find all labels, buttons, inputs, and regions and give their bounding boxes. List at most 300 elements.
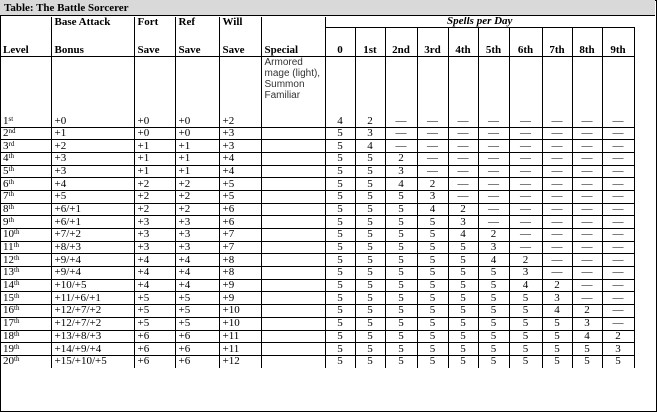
level-ordinal-suffix: th: [14, 317, 20, 326]
spells-cell: 5: [417, 216, 448, 229]
level-cell: [0, 165, 51, 178]
spells-cell: 5: [448, 330, 478, 343]
bab-cell: +13/+8/+3: [51, 330, 134, 343]
table-row: [0, 330, 634, 343]
spells-cell: —: [542, 178, 572, 191]
spells-cell: 5: [448, 305, 478, 318]
spells-cell: 3: [478, 241, 509, 254]
level-number: 17: [3, 317, 14, 330]
spells-cell: 5: [325, 355, 355, 367]
fort-cell: +5: [134, 317, 175, 330]
spells-cell: 5: [355, 178, 385, 191]
level-number: 18: [3, 330, 14, 342]
level-number: 9: [3, 215, 9, 228]
will-cell: +9: [219, 279, 261, 292]
header-fort-top: Fort: [134, 17, 175, 27]
spells-cell: —: [572, 140, 602, 153]
spells-cell: 5: [417, 330, 448, 343]
spells-cell: —: [478, 216, 509, 229]
will-cell: +12: [219, 355, 261, 367]
fort-cell: +3: [134, 216, 175, 229]
spells-cell: —: [448, 127, 478, 140]
spells-cell: 5: [448, 343, 478, 356]
header-spacer: [261, 17, 325, 27]
spells-cell: —: [478, 127, 509, 140]
spells-cell: 5: [448, 241, 478, 254]
spells-cell: 5: [542, 355, 572, 367]
header-will-bottom: Save: [219, 27, 261, 56]
header-fort-bottom: Save: [134, 27, 175, 56]
spells-cell: 5: [509, 305, 542, 318]
level-ordinal-suffix: th: [8, 152, 14, 161]
ref-cell: +4: [175, 267, 219, 280]
ref-cell: +3: [175, 216, 219, 229]
spells-cell: —: [542, 203, 572, 216]
header-level: Level: [0, 27, 51, 56]
bab-cell: +1: [51, 127, 134, 140]
fort-cell: +3: [134, 229, 175, 242]
fort-cell: +2: [134, 178, 175, 191]
table-row: [0, 165, 634, 178]
spells-cell: —: [572, 267, 602, 280]
spells-cell: —: [572, 254, 602, 267]
special-cell: [261, 343, 325, 356]
level-ordinal-suffix: th: [8, 203, 14, 211]
special-cell: [261, 216, 325, 229]
level-ordinal-suffix: th: [14, 279, 20, 288]
spells-cell: 5: [355, 241, 385, 254]
special-cell: [261, 305, 325, 318]
level-cell: [0, 140, 51, 153]
table-row: [0, 229, 634, 242]
spells-cell: 5: [509, 317, 542, 330]
level-cell: [0, 355, 51, 367]
spells-cell: 4: [417, 203, 448, 216]
spells-cell: —: [572, 203, 602, 216]
spells-cell: 5: [325, 292, 355, 305]
spells-cell: —: [448, 56, 478, 127]
fort-cell: +1: [134, 140, 175, 153]
spells-cell: 5: [417, 317, 448, 330]
spells-cell: —: [509, 152, 542, 165]
level-ordinal-suffix: th: [14, 355, 20, 364]
spells-cell: 5: [355, 355, 385, 367]
bab-cell: +6/+1: [51, 216, 134, 229]
ref-cell: +0: [175, 127, 219, 140]
spells-cell: —: [385, 140, 417, 153]
spells-cell: 5: [478, 292, 509, 305]
spells-cell: 5: [417, 254, 448, 267]
spells-cell: —: [542, 216, 572, 229]
header-bab-bottom: Bonus: [51, 27, 134, 56]
level-cell: [0, 279, 51, 292]
spells-cell: 5: [355, 343, 385, 356]
special-cell: [261, 241, 325, 254]
spells-cell: 5: [355, 152, 385, 165]
ref-cell: +2: [175, 178, 219, 191]
level-number: 7: [3, 190, 9, 203]
spells-cell: —: [542, 229, 572, 242]
spells-cell: 5: [355, 190, 385, 203]
level-number: 15: [3, 291, 14, 304]
spells-cell: 4: [325, 56, 355, 127]
spells-cell: 5: [509, 292, 542, 305]
spells-cell: 3: [542, 292, 572, 305]
level-cell: [0, 56, 51, 127]
will-cell: +2: [219, 56, 261, 127]
spells-cell: —: [542, 127, 572, 140]
spells-cell: 5: [325, 178, 355, 191]
spells-cell: 5: [355, 292, 385, 305]
spells-cell: —: [509, 127, 542, 140]
spells-cell: —: [542, 140, 572, 153]
spells-cell: 5: [572, 355, 602, 367]
table-row: [0, 216, 634, 229]
header-spacer: [0, 17, 51, 27]
level-number: 13: [3, 266, 14, 279]
spells-cell: 2: [572, 305, 602, 318]
spells-cell: 4: [542, 305, 572, 318]
special-cell: [261, 127, 325, 140]
level-cell: [0, 178, 51, 191]
level-ordinal-suffix: th: [14, 291, 20, 300]
table-row: [0, 203, 634, 216]
ref-cell: +3: [175, 229, 219, 242]
special-cell: [261, 292, 325, 305]
fort-cell: +4: [134, 267, 175, 280]
spells-cell: 5: [478, 279, 509, 292]
spells-cell: —: [572, 216, 602, 229]
spells-cell: 2: [417, 178, 448, 191]
level-cell: [0, 203, 51, 216]
level-number: 10: [3, 228, 14, 241]
level-number: 8: [3, 203, 9, 215]
fort-cell: +2: [134, 203, 175, 216]
spells-cell: 5: [509, 343, 542, 356]
spells-cell: 5: [385, 203, 417, 216]
bab-cell: +9/+4: [51, 254, 134, 267]
bab-cell: +9/+4: [51, 267, 134, 280]
spells-cell: —: [572, 165, 602, 178]
fort-cell: +5: [134, 305, 175, 318]
spells-cell: 5: [385, 330, 417, 343]
level-number: 19: [3, 342, 14, 355]
table-row: [0, 355, 634, 367]
header-spell-level: 2nd: [385, 27, 417, 56]
ref-cell: +1: [175, 152, 219, 165]
spells-cell: 4: [509, 279, 542, 292]
spells-cell: 5: [572, 343, 602, 356]
level-cell: [0, 267, 51, 280]
spells-cell: 5: [325, 254, 355, 267]
table-row: [0, 317, 634, 330]
spells-cell: —: [478, 203, 509, 216]
spells-cell: 5: [385, 254, 417, 267]
spells-cell: —: [417, 127, 448, 140]
spells-cell: —: [602, 229, 634, 242]
spells-cell: —: [572, 178, 602, 191]
spells-cell: 5: [325, 330, 355, 343]
will-cell: +10: [219, 317, 261, 330]
spells-cell: —: [542, 165, 572, 178]
spells-cell: 5: [478, 343, 509, 356]
spells-cell: 5: [385, 241, 417, 254]
spells-cell: —: [478, 165, 509, 178]
spells-cell: 5: [355, 229, 385, 242]
level-number: 5: [3, 165, 9, 177]
will-cell: +9: [219, 292, 261, 305]
spells-cell: 5: [325, 152, 355, 165]
spells-cell: —: [417, 140, 448, 153]
spells-cell: —: [602, 254, 634, 267]
spells-cell: —: [542, 267, 572, 280]
ref-cell: +0: [175, 56, 219, 127]
spells-cell: 5: [542, 317, 572, 330]
spells-cell: 5: [385, 317, 417, 330]
table-row: [0, 140, 634, 153]
level-cell: [0, 216, 51, 229]
spells-cell: —: [602, 152, 634, 165]
spells-cell: 3: [572, 317, 602, 330]
spells-cell: 5: [325, 241, 355, 254]
spells-cell: 4: [572, 330, 602, 343]
bab-cell: +0: [51, 56, 134, 127]
spells-cell: 5: [385, 267, 417, 280]
spells-cell: 5: [448, 254, 478, 267]
level-number: 6: [3, 177, 9, 190]
special-cell: [261, 203, 325, 216]
spells-cell: 5: [385, 216, 417, 229]
bab-cell: +7/+2: [51, 229, 134, 242]
header-spell-level: 8th: [572, 27, 602, 56]
spells-cell: —: [572, 292, 602, 305]
special-cell: [261, 317, 325, 330]
spells-cell: 2: [542, 279, 572, 292]
level-number: 1: [3, 114, 9, 127]
spells-cell: 4: [355, 140, 385, 153]
will-cell: +8: [219, 254, 261, 267]
spells-cell: 5: [448, 279, 478, 292]
header-spell-level: 4th: [448, 27, 478, 56]
will-cell: +8: [219, 267, 261, 280]
bab-cell: +12/+7/+2: [51, 305, 134, 318]
ref-cell: +1: [175, 165, 219, 178]
spells-cell: 5: [478, 267, 509, 280]
spells-cell: —: [602, 267, 634, 280]
table-row: [0, 267, 634, 280]
spells-cell: —: [478, 140, 509, 153]
level-ordinal-suffix: th: [8, 177, 14, 186]
spells-cell: 5: [417, 279, 448, 292]
header-ref-top: Ref: [175, 17, 219, 27]
will-cell: +5: [219, 178, 261, 191]
table-row: [0, 254, 634, 267]
spells-cell: 5: [325, 127, 355, 140]
spells-cell: —: [602, 178, 634, 191]
fort-cell: +3: [134, 241, 175, 254]
fort-cell: +4: [134, 279, 175, 292]
table-row: [0, 178, 634, 191]
level-ordinal-suffix: th: [8, 190, 14, 199]
table-row: [0, 190, 634, 203]
spells-cell: 5: [355, 279, 385, 292]
bab-cell: +11/+6/+1: [51, 292, 134, 305]
bab-cell: +14/+9/+4: [51, 343, 134, 356]
level-number: 3: [3, 139, 9, 152]
spells-cell: 5: [417, 343, 448, 356]
spells-cell: —: [542, 254, 572, 267]
spells-cell: —: [602, 279, 634, 292]
table-row: [0, 292, 634, 305]
table-row: [0, 343, 634, 356]
spells-cell: —: [602, 203, 634, 216]
spells-cell: 5: [448, 267, 478, 280]
level-ordinal-suffix: rd: [8, 139, 15, 148]
spells-cell: 5: [325, 165, 355, 178]
spells-cell: 5: [385, 229, 417, 242]
spells-cell: —: [602, 140, 634, 153]
spells-cell: 2: [478, 229, 509, 242]
spells-cell: —: [448, 165, 478, 178]
ref-cell: +4: [175, 254, 219, 267]
spells-cell: —: [572, 279, 602, 292]
table-row: [0, 241, 634, 254]
spells-cell: 5: [355, 267, 385, 280]
fort-cell: +0: [134, 56, 175, 127]
spells-cell: 5: [417, 267, 448, 280]
header-spell-level: 3rd: [417, 27, 448, 56]
spells-cell: —: [542, 241, 572, 254]
spells-cell: 5: [385, 305, 417, 318]
will-cell: +7: [219, 229, 261, 242]
spells-cell: 5: [509, 355, 542, 367]
spells-cell: 5: [325, 267, 355, 280]
level-number: 2: [3, 127, 9, 139]
spells-cell: 2: [509, 254, 542, 267]
spells-cell: —: [602, 305, 634, 318]
spells-cell: 5: [325, 229, 355, 242]
table-title: Table: The Battle Sorcerer: [0, 0, 655, 16]
battle-sorcerer-table: [0, 17, 635, 368]
level-cell: [0, 254, 51, 267]
spells-cell: 5: [478, 330, 509, 343]
spells-cell: 5: [355, 317, 385, 330]
will-cell: +10: [219, 305, 261, 318]
spells-cell: 5: [385, 279, 417, 292]
spells-cell: 5: [448, 292, 478, 305]
spells-cell: 5: [325, 317, 355, 330]
ref-cell: +5: [175, 292, 219, 305]
fort-cell: +6: [134, 355, 175, 367]
spells-cell: 3: [509, 267, 542, 280]
spells-cell: 2: [385, 152, 417, 165]
spells-cell: 5: [478, 355, 509, 367]
spells-cell: 3: [448, 216, 478, 229]
spells-cell: —: [385, 127, 417, 140]
spells-cell: 5: [385, 292, 417, 305]
level-cell: [0, 229, 51, 242]
spells-cell: —: [478, 56, 509, 127]
level-ordinal-suffix: th: [14, 228, 20, 237]
header-spell-level: 0: [325, 27, 355, 56]
spells-cell: —: [509, 178, 542, 191]
level-ordinal-suffix: th: [14, 304, 20, 313]
table-row: [0, 127, 634, 140]
spells-cell: 5: [602, 355, 634, 367]
special-cell: [261, 279, 325, 292]
ref-cell: +6: [175, 343, 219, 356]
spells-cell: 2: [448, 203, 478, 216]
level-cell: [0, 292, 51, 305]
will-cell: +6: [219, 203, 261, 216]
header-spell-level: 6th: [509, 27, 542, 56]
table-body: [0, 17, 634, 368]
spells-cell: 4: [385, 178, 417, 191]
spells-cell: —: [509, 203, 542, 216]
level-ordinal-suffix: th: [13, 241, 20, 250]
table-row: [0, 279, 634, 292]
bab-cell: +3: [51, 165, 134, 178]
will-cell: +3: [219, 140, 261, 153]
will-cell: +6: [219, 216, 261, 229]
ref-cell: +6: [175, 330, 219, 343]
spells-cell: 5: [417, 241, 448, 254]
level-cell: [0, 317, 51, 330]
spells-cell: —: [448, 152, 478, 165]
spells-cell: 5: [417, 292, 448, 305]
spells-cell: 5: [355, 216, 385, 229]
will-cell: +11: [219, 330, 261, 343]
header-spell-level: 7th: [542, 27, 572, 56]
ref-cell: +3: [175, 241, 219, 254]
level-number: 20: [3, 355, 14, 368]
spells-cell: —: [542, 56, 572, 127]
will-cell: +3: [219, 127, 261, 140]
spells-cell: —: [542, 190, 572, 203]
level-number: 14: [3, 279, 14, 292]
table-row: [0, 152, 634, 165]
spells-cell: —: [572, 56, 602, 127]
special-cell: [261, 330, 325, 343]
special-cell: Armored mage (light), Summon Familiar: [261, 56, 325, 127]
level-ordinal-suffix: th: [14, 330, 20, 338]
spells-cell: 5: [542, 343, 572, 356]
bab-cell: +8/+3: [51, 241, 134, 254]
spells-cell: —: [542, 152, 572, 165]
header-spell-level: 5th: [478, 27, 509, 56]
bab-cell: +5: [51, 190, 134, 203]
spells-cell: 5: [448, 355, 478, 367]
bab-cell: +15/+10/+5: [51, 355, 134, 367]
spells-cell: —: [478, 152, 509, 165]
spells-cell: —: [602, 127, 634, 140]
spells-cell: 5: [325, 343, 355, 356]
will-cell: +7: [219, 241, 261, 254]
spells-cell: 5: [448, 317, 478, 330]
spells-cell: 3: [355, 127, 385, 140]
spells-cell: 2: [355, 56, 385, 127]
level-cell: [0, 343, 51, 356]
level-ordinal-suffix: th: [14, 253, 20, 262]
fort-cell: +0: [134, 127, 175, 140]
level-ordinal-suffix: st: [8, 114, 14, 123]
fort-cell: +1: [134, 165, 175, 178]
spells-cell: 5: [355, 330, 385, 343]
level-cell: [0, 127, 51, 140]
ref-cell: +5: [175, 317, 219, 330]
spells-cell: —: [417, 165, 448, 178]
level-ordinal-suffix: th: [8, 165, 14, 173]
